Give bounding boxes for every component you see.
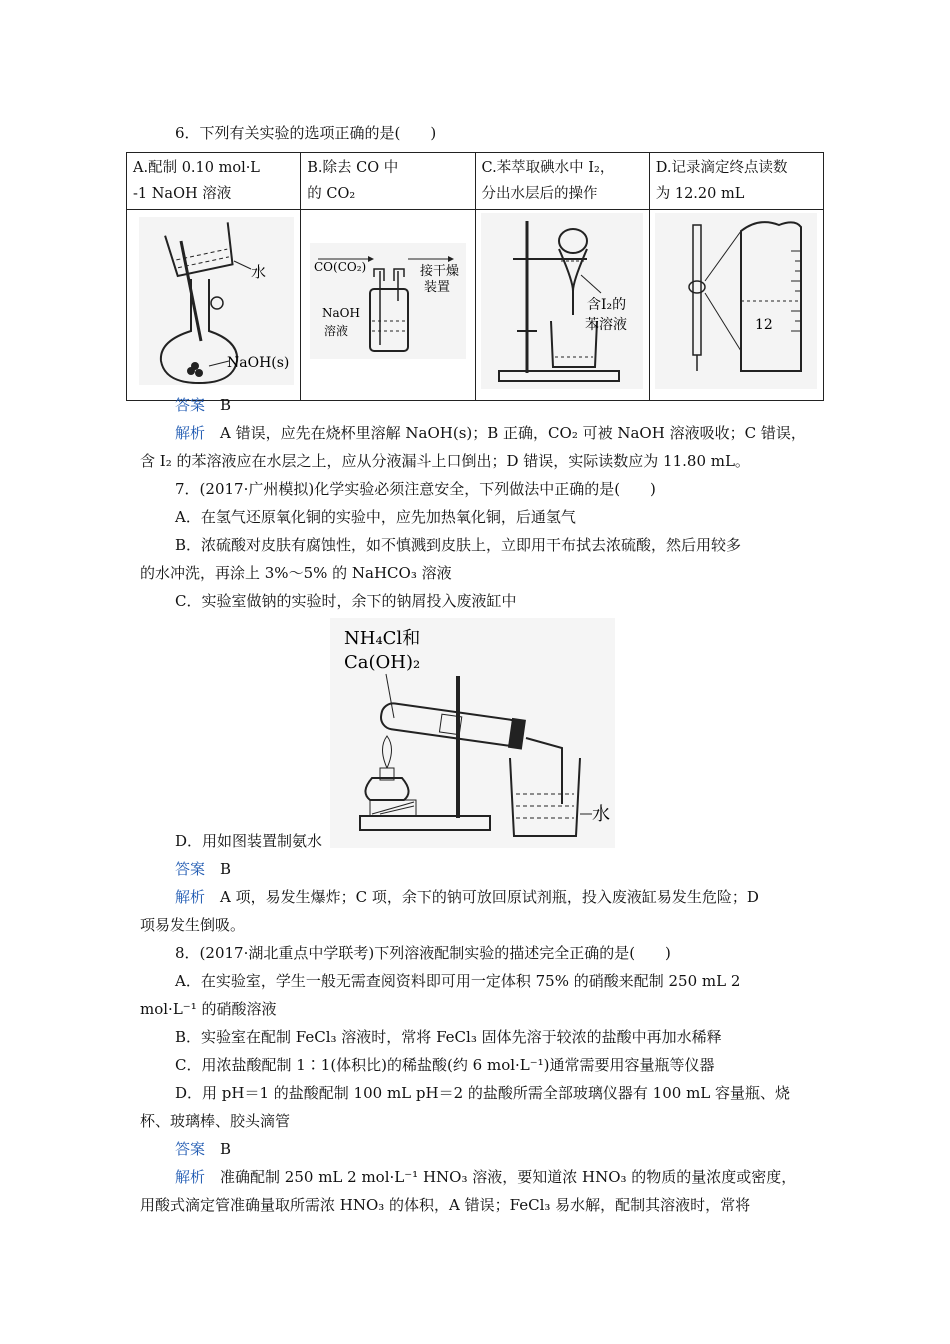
q7-answer [175,859,231,879]
q8-analysis-line2: 用酸式滴定管准确量取所需浓 HNO₃ 的体积，A 错误；FeCl₃ 易水解，配制其溶液时，常将 [140,1196,751,1214]
q7-analysis-line1 [175,887,759,907]
q7-option-d: D．用如图装置制氨水 [175,832,323,850]
q7-option-a: A．在氢气还原氧化铜的实验中，应先加热氧化铜，后通氢气 [175,508,576,526]
option-c-line1: C.苯萃取碘水中 I₂， [481,160,615,176]
q6-analysis-line1 [175,423,806,443]
figure-b-cell [301,210,475,401]
answer-value: B [220,1140,232,1158]
reagent-label-2: Ca(OH)₂ [344,652,421,673]
answer-value: B [220,396,232,414]
connect-dryer-label: 接干燥 [419,263,459,279]
analysis-text: A 项，易发生爆炸；C 项，余下的钠可放回原试剂瓶，投入废液缸易发生危险；D [220,888,759,906]
reading-12-label: 12 [755,316,774,333]
q8-option-d-line2: 杯、玻璃棒、胶头滴管 [140,1112,291,1130]
burette-reading-figure [651,211,821,391]
separatory-funnel-figure [477,211,647,391]
q8-option-a-line2: mol·L⁻¹ 的硝酸溶液 [140,1000,277,1018]
option-d-line1: D.记录滴定终点读数 [655,160,788,176]
answer-label: 答案 [175,396,206,414]
q8-option-a-line1: A．在实验室，学生一般无需查阅资料即可用一定体积 75% 的硝酸来配制 250 mL 2 [175,972,741,990]
q6-analysis-line2: 含 I₂ 的苯溶液应在水层之上，应从分液漏斗上口倒出；D 错误，实际读数应为 11.80 mL。 [140,452,750,470]
q6-figures-row [127,210,824,401]
option-b-line2: 的 CO₂ [307,186,356,202]
analysis-label: 解析 [175,1168,206,1186]
analysis-text: A 错误，应先在烧杯里溶解 NaOH(s)；B 正确，CO₂ 可被 NaOH 溶液吸收；C 错误， [220,424,806,442]
answer-label: 答案 [175,1140,206,1158]
q7-question: 7．(2017·广州模拟)化学实验必须注意安全，下列做法中正确的是( ) [175,480,656,498]
q8-question: 8．(2017·湖北重点中学联考)下列溶液配制实验的描述完全正确的是( ) [175,944,671,962]
water-label: 水 [592,804,610,825]
option-a-line2: -1 NaOH 溶液 [133,186,232,202]
naoh-label: NaOH [321,305,360,320]
q8-option-d-line1: D．用 pH＝1 的盐酸配制 100 mL pH＝2 的盐酸所需全部玻璃仪器有 100 mL 容量瓶、烧 [175,1084,791,1102]
device-label: 装置 [423,279,450,295]
iodine-benzene-label-1: 含I₂的 [587,296,627,313]
option-c-line2: 分出水层后的操作 [481,186,598,202]
analysis-text: 准确配制 250 mL 2 mol·L⁻¹ HNO₃ 溶液，要知道浓 HNO₃ 的物质的量浓度或密度， [220,1168,797,1186]
reagent-label-1: NH₄Cl和 [344,628,421,649]
gas-washing-bottle-figure [308,241,468,361]
figure-a-cell [127,210,301,401]
q6-option-b [301,153,475,210]
solution-label: 溶液 [323,323,348,338]
figure-c-cell [475,210,649,401]
volumetric-flask-figure [129,211,299,391]
option-d-line2: 为 12.20 mL [655,186,745,202]
q8-answer [175,1139,231,1159]
q8-option-b: B．实验室在配制 FeCl₃ 溶液时，常将 FeCl₃ 固体先溶于较浓的盐酸中再加水稀释 [175,1028,722,1046]
water-label: 水 [250,262,266,281]
co-gas-label: CO(CO₂) [313,259,367,274]
q7-analysis-line2: 项易发生倒吸。 [140,916,246,934]
answer-value: B [220,860,232,878]
figure-d-cell [649,210,823,401]
q6-option-a [127,153,301,210]
analysis-label: 解析 [175,888,206,906]
q6-option-c [475,153,649,210]
q6-options-text-row [127,153,824,210]
q7-option-c: C．实验室做钠的实验时，余下的钠屑投入废液缸中 [175,592,517,610]
q8-option-c: C．用浓盐酸配制 1∶1(体积比)的稀盐酸(约 6 mol·L⁻¹)通常需要用容量瓶等仪器 [175,1056,715,1074]
q6-options-table [126,152,824,401]
q8-analysis-line1 [175,1167,796,1187]
ammonia-apparatus-figure [330,618,615,848]
q6-answer [175,395,231,415]
iodine-benzene-label-2: 苯溶液 [585,316,628,333]
q6-option-d [649,153,823,210]
q7-option-b-line1: B．浓硫酸对皮肤有腐蚀性，如不慎溅到皮肤上，立即用干布拭去浓硫酸，然后用较多 [175,536,742,554]
naoh-solid-label: NaOH(s) [226,354,290,371]
analysis-label: 解析 [175,424,206,442]
option-a-line1: A.配制 0.10 mol·L [133,160,260,176]
option-b-line1: B.除去 CO 中 [307,160,399,176]
q6-question: 6．下列有关实验的选项正确的是( ) [175,124,437,142]
answer-label: 答案 [175,860,206,878]
q7-option-b-line2: 的水冲洗，再涂上 3%～5% 的 NaHCO₃ 溶液 [140,564,452,582]
